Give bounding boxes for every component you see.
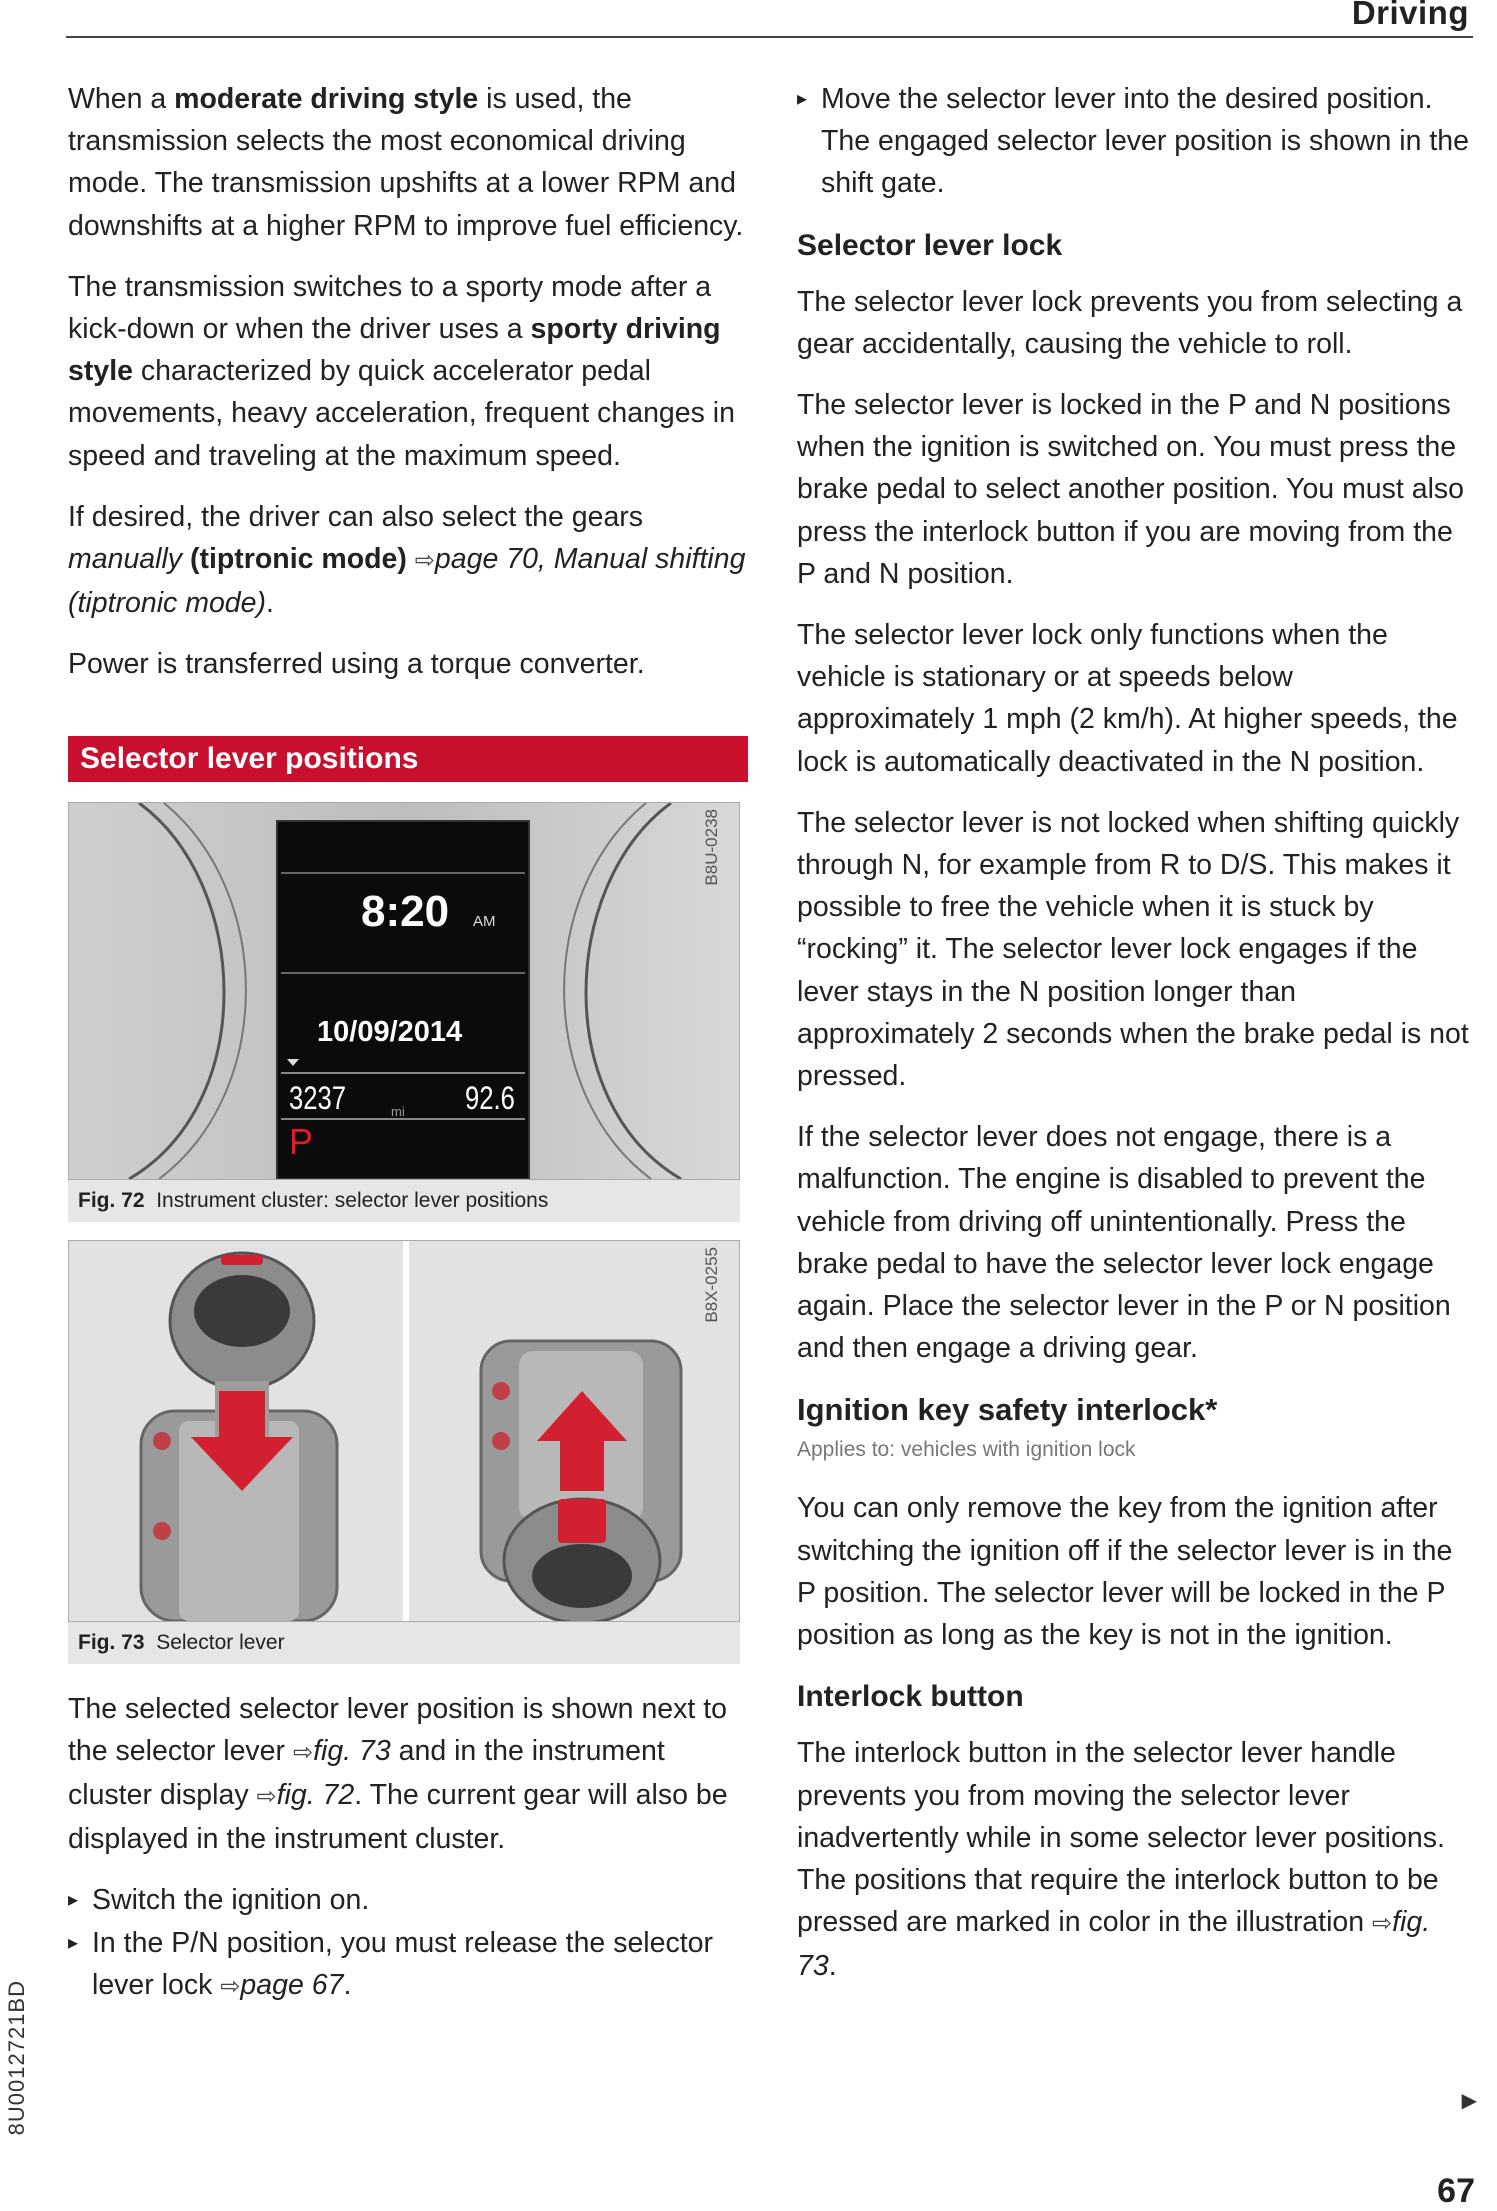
figure-caption: Fig. 72 Instrument cluster: selector lever positions <box>68 1180 740 1222</box>
continue-triangle-icon: ▶ <box>1461 2090 1477 2112</box>
bullet-triangle-icon: ▸ <box>68 1931 79 1954</box>
page-header-title: Driving <box>1351 0 1469 31</box>
display-unit: mi <box>391 1103 405 1119</box>
header-rule <box>66 36 1473 38</box>
arrow-icon: ⇨ <box>220 1972 241 2000</box>
arrow-icon: ⇨ <box>1372 1910 1393 1938</box>
figure-link[interactable]: fig. 73 <box>797 1906 1431 1983</box>
page-number: 67 <box>1437 2172 1475 2210</box>
subheading-interlock-button: Interlock button <box>797 1680 1024 1714</box>
paragraph-moderate: When a moderate driving style is used, the transmission selects the most economical driving mode. The transmission upshifts at a lower RPM and downshifts at a higher RPM to improve fuel efficiency. <box>68 83 744 242</box>
paragraph-torque: Power is transferred using a torque converter. <box>68 648 645 681</box>
subheading-ignition-key: Ignition key safety interlock* <box>797 1392 1218 1428</box>
list-item: ▸ Switch the ignition on. <box>68 1879 748 1921</box>
paragraph-sporty: The transmission switches to a sporty mode after a kick-down or when the driver uses a sporty driving style characterized by quick accelerator pedal movements, heavy acceleration, frequent changes in speed and traveling at the maximum speed. <box>68 270 735 472</box>
figure-id: B8X-0255 <box>701 1246 721 1323</box>
figure-link[interactable]: fig. 72 <box>276 1779 355 1812</box>
document-code: 8U0012721BD <box>4 1980 29 2136</box>
display-trip: 92.6 <box>465 1079 515 1116</box>
paragraph: The interlock button in the selector lever handle prevents you from moving the selector lever inadvertently while in some selector lever positions. The positions that require the interlock button to be pressed are marked in color in the illustration ⇨fig. 73. <box>797 1737 1445 1983</box>
left-column <box>68 78 748 2008</box>
figure-73 <box>68 1240 740 1664</box>
figure-id: B8U-0238 <box>701 808 721 886</box>
figure-link[interactable]: fig. 73 <box>313 1734 391 1767</box>
bullet-triangle-icon: ▸ <box>68 1889 79 1912</box>
display-date: 10/09/2014 <box>317 1015 463 1048</box>
arrow-icon: ⇨ <box>256 1783 277 1811</box>
paragraph: The selector lever lock only functions when the vehicle is stationary or at speeds below approximately 1 mph (2 km/h). At higher speeds, the lock is automatically deactivated in the N position. <box>797 619 1458 778</box>
figure-72 <box>68 802 740 1222</box>
paragraph: The selector lever is not locked when shifting quickly through N, for example from R to D/S. This makes it possible to free the vehicle when it is stuck by “rocking” it. The selector lever lock engages if the lever stays in the N position longer than approximately 2 seconds when the brake pedal is not pressed. <box>797 806 1469 1093</box>
paragraph: If the selector lever does not engage, there is a malfunction. The engine is disabled to prevent the vehicle from driving off unintentionally. Press the brake pedal to have the selector lever lock engage again. Place the selector lever in the P or N position and then engage a driving gear. <box>797 1121 1451 1365</box>
display-time: 8:20 <box>361 886 450 936</box>
display-odometer: 3237 <box>289 1079 346 1116</box>
paragraph-manual: If desired, the driver can also select the gears manually (tiptronic mode) ⇨page 70, Manual shifting (tiptronic mode). <box>68 500 746 620</box>
display-gear: P <box>289 1120 314 1162</box>
section-banner: Selector lever positions <box>68 736 748 782</box>
figure-caption: Fig. 73 Selector lever <box>68 1622 740 1664</box>
page-link[interactable]: page 67 <box>240 1968 344 2001</box>
subheading-selector-lever-lock: Selector lever lock <box>797 228 1063 262</box>
arrow-icon: ⇨ <box>292 1738 314 1766</box>
list-item: ▸ Move the selector lever into the desired position. The engaged selector lever position is shown in the shift gate. <box>797 78 1477 205</box>
page-link[interactable]: page 70, Manual shifting (tiptronic mode) <box>68 543 746 620</box>
display-ampm: AM <box>473 912 496 930</box>
paragraph: You can only remove the key from the ignition after switching the ignition off if the selector lever is in the P position. The selector lever will be locked in the P position as long as the key is not in the ignition. <box>797 1492 1453 1652</box>
arrow-icon: ⇨ <box>414 547 435 575</box>
right-column <box>797 78 1477 2007</box>
list-item: ▸ In the P/N position, you must release the selector lever lock ⇨page 67. <box>68 1922 748 2008</box>
applies-note: Applies to: vehicles with ignition lock <box>797 1438 1136 1462</box>
paragraph: The selector lever is locked in the P and N positions when the ignition is switched on. You must press the brake pedal to select another position. You must also press the interlock button if you are moving from the P and N position. <box>797 389 1465 590</box>
paragraph-display: The selected selector lever position is shown next to the selector lever ⇨fig. 73 and in the instrument cluster display ⇨fig. 72. The current gear will also be displayed in the instrument cluster. <box>68 1692 728 1856</box>
selector-lever-illustration <box>69 1241 740 1621</box>
paragraph: The selector lever lock prevents you from selecting a gear accidentally, causing the vehicle to roll. <box>797 285 1463 360</box>
bullet-triangle-icon: ▸ <box>797 88 808 110</box>
